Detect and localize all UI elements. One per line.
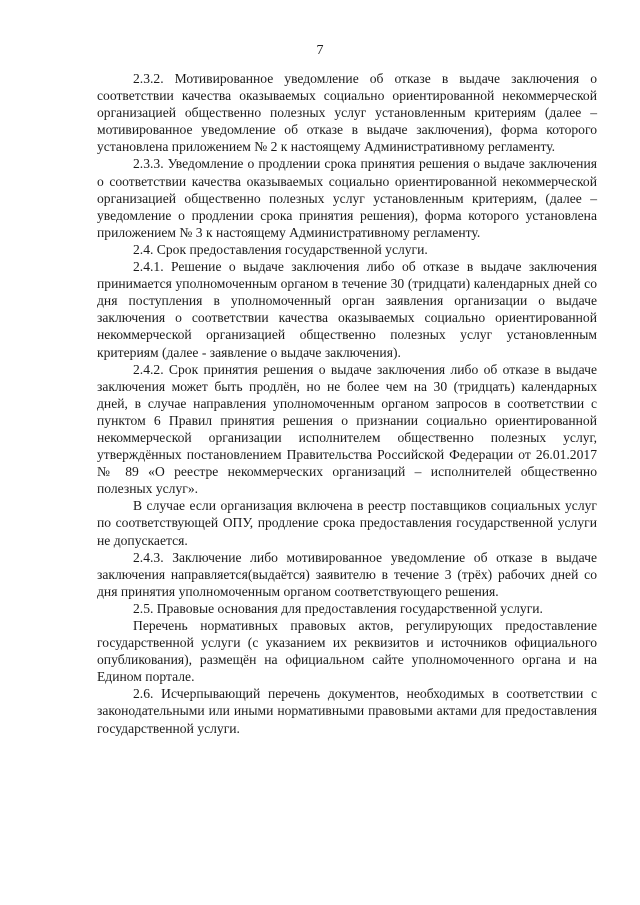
page-body	[97, 70, 597, 737]
paragraph-2-3-2: 2.3.2. Мотивированное уведомление об отказе в выдаче заключения о соответствии качества оказываемых социально ориентированной некоммерческой организацией общественно полезных услуг установленным критериям (далее – мотивированное уведомление об отказе в выдаче заключения), форма которого установлена приложением № 2 к настоящему Административному регламенту.	[97, 71, 597, 155]
heading-2-5: 2.5. Правовые основания для предоставления государственной услуги.	[133, 600, 543, 616]
page-number: 7	[316, 43, 324, 58]
paragraph-registry-exception: В случае если организация включена в реестр поставщиков социальных услуг по соответствующей ОПУ, продление срока предоставления государственной услуги не допускается.	[97, 498, 597, 548]
paragraph-2-6: 2.6. Исчерпывающий перечень документов, необходимых в соответствии с законодательными или иными нормативными правовыми актами для предоставления государственной услуги.	[97, 686, 597, 736]
paragraph-2-4-1: 2.4.1. Решение о выдаче заключения либо об отказе в выдаче заключения принимается уполномоченным органом в течение 30 (тридцати) календарных дней со дня поступления в уполномоченный орган заявления организации о выдаче заключения о соответствии качества оказываемых социально ориентированной некоммерческой организацией общественно полезных услуг установленным критериям (далее - заявление о выдаче заключения).	[97, 259, 597, 360]
heading-2-4: 2.4. Срок предоставления государственной услуги.	[133, 241, 428, 257]
paragraph-2-4-2: 2.4.2. Срок принятия решения о выдаче заключения либо об отказе в выдаче заключения может быть продлён, но не более чем на 30 (тридцать) календарных дней, в случае направления уполномоченным органом запросов в соответствии с пунктом 6 Правил принятия решения о признании социально ориентированной некоммерческой организации исполнителем общественно полезных услуг, утверждённых постановлением Правительства Российской Федерации от 26.01.2017 № 89 «О реестре некоммерческих организаций – исполнителей общественно полезных услуг».	[97, 361, 597, 497]
paragraph-2-4-3: 2.4.3. Заключение либо мотивированное уведомление об отказе в выдаче заключения направляется(выдаётся) заявителю в течение 3 (трёх) рабочих дней со дня принятия уполномоченным органом соответствующего решения.	[97, 549, 597, 599]
paragraph-legal-acts-list: Перечень нормативных правовых актов, регулирующих предоставление государственной услуги (с указанием их реквизитов и источников официального опубликования), размещён на официальном сайте уполномоченного органа и на Едином портале.	[97, 618, 597, 685]
paragraph-2-3-3: 2.3.3. Уведомление о продлении срока принятия решения о выдаче заключения о соответствии качества оказываемых социально ориентированной некоммерческой организацией общественно полезных услуг установленным критериям, (далее – уведомление о продлении срока принятия решения), форма которого установлена приложением № 3 к настоящему Административному регламенту.	[97, 156, 597, 240]
